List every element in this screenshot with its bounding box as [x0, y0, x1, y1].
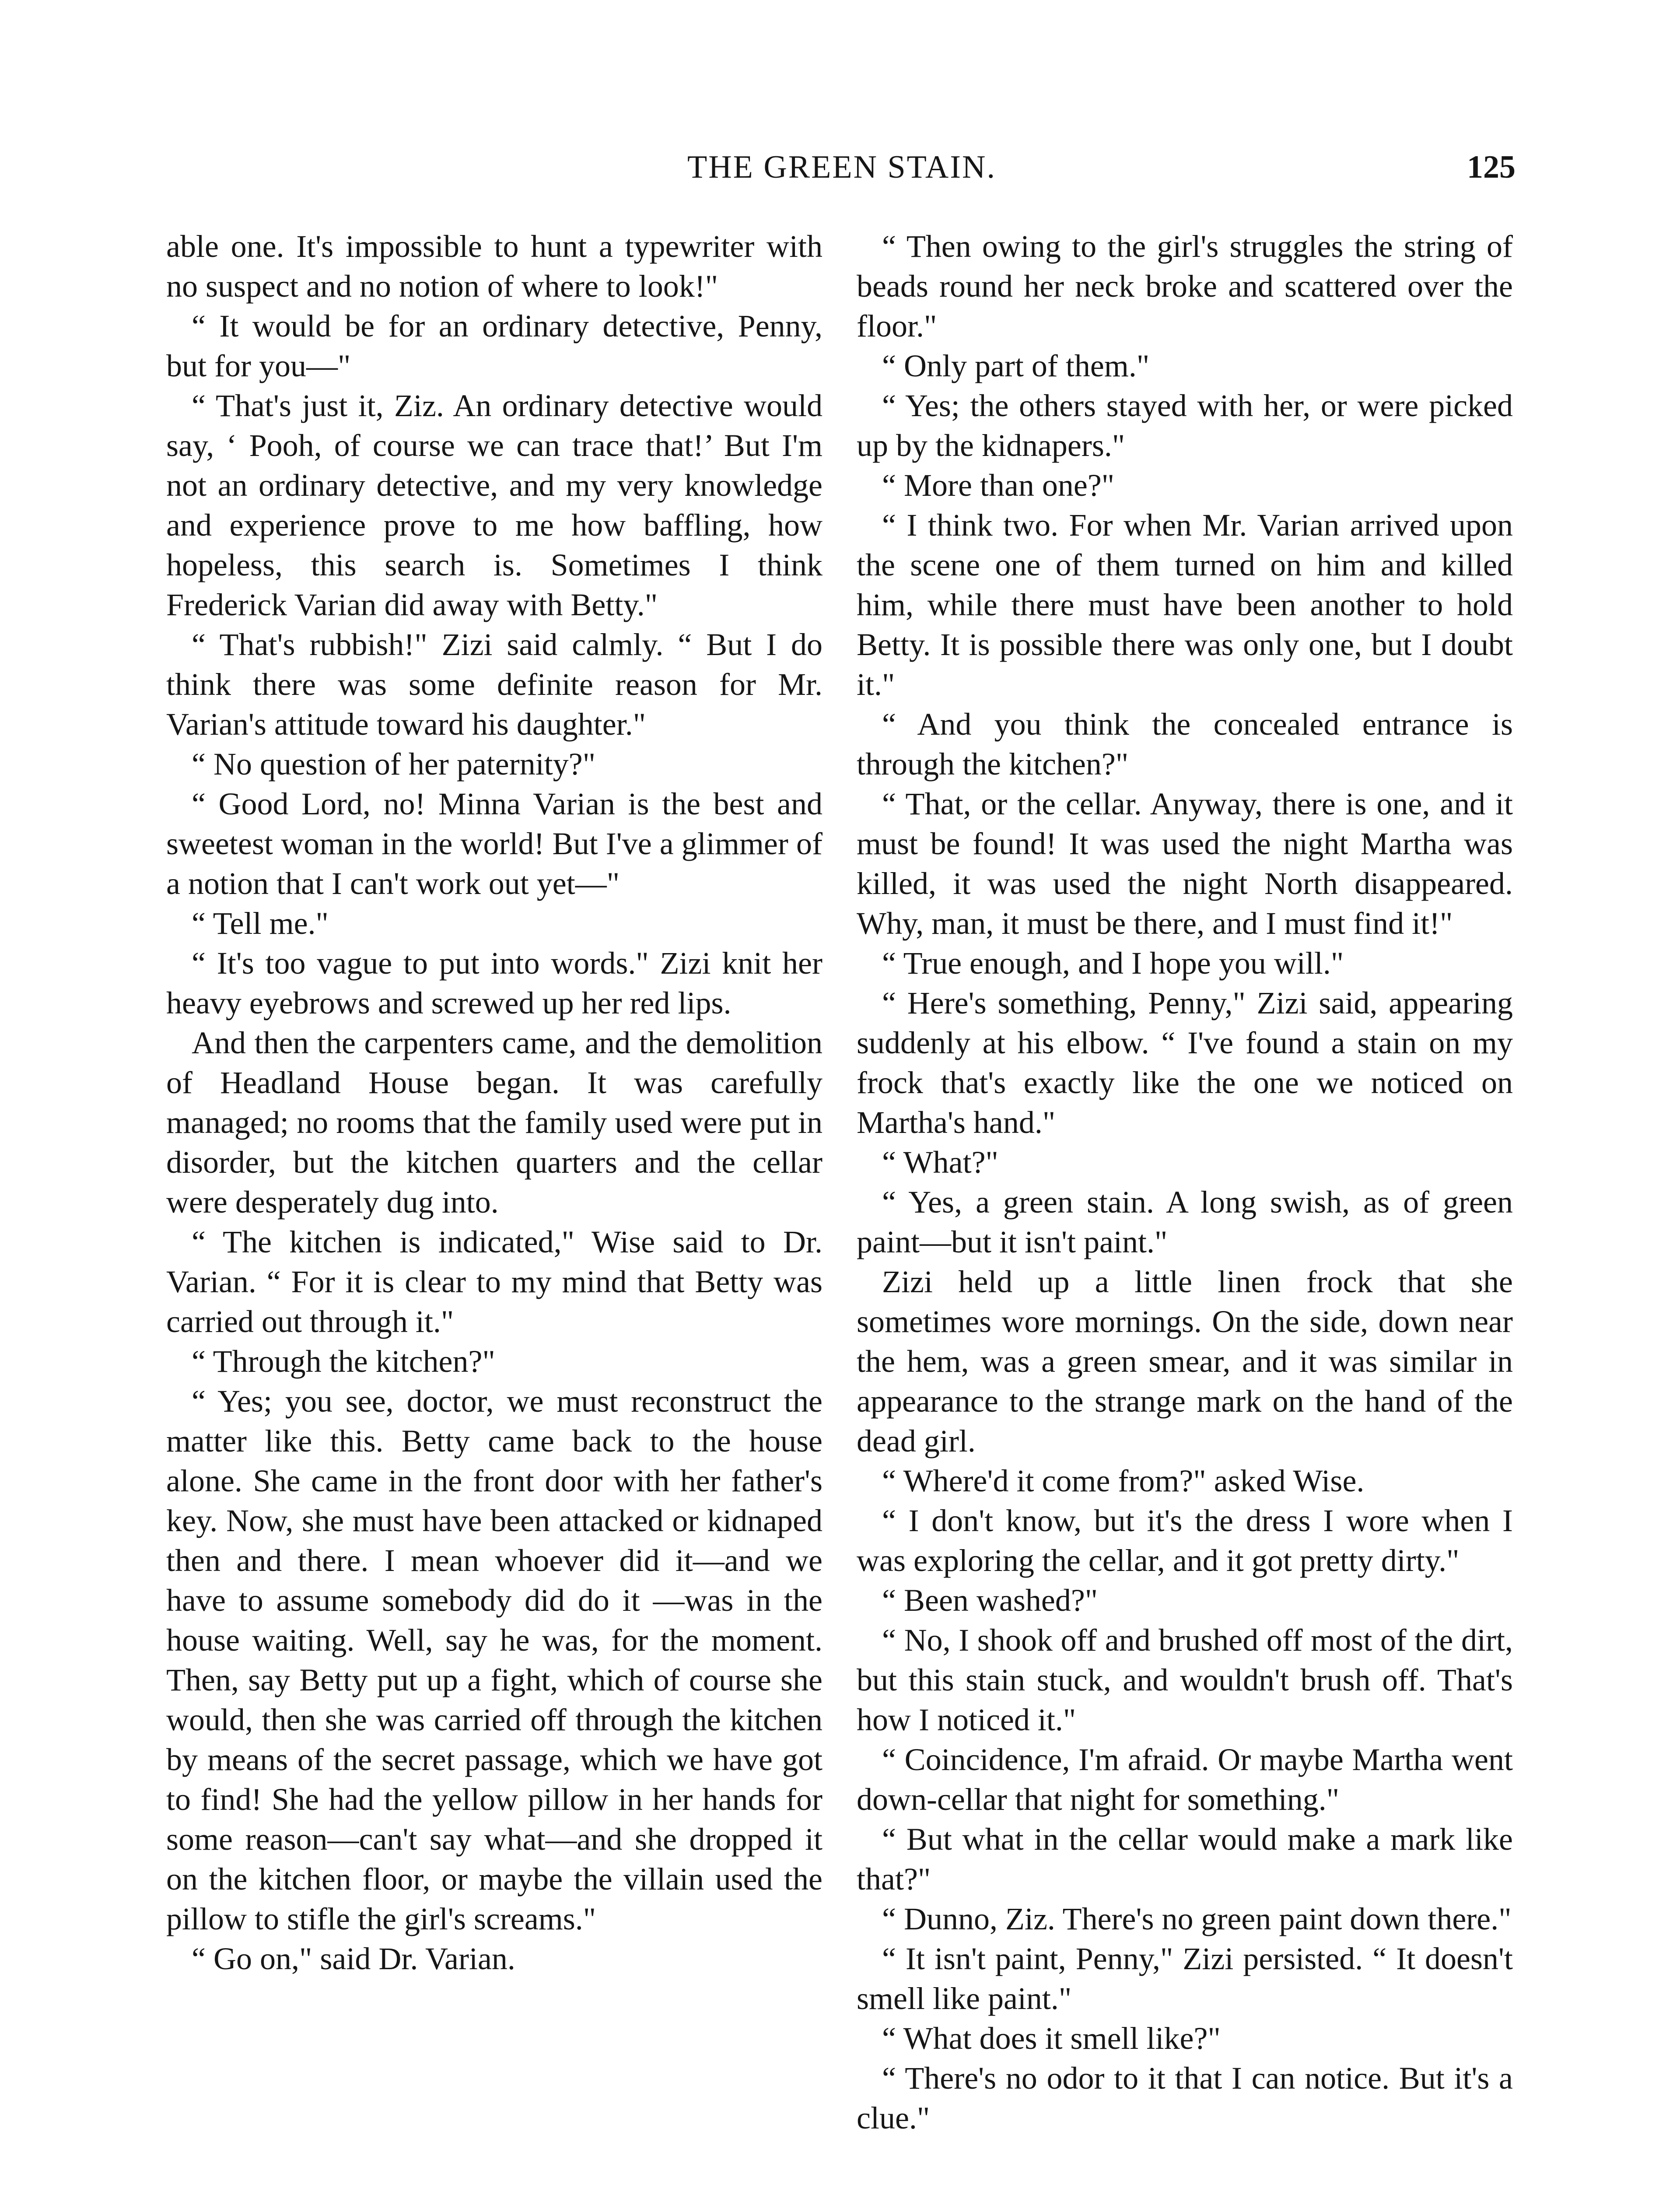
paragraph: Zizi held up a little linen frock that she sometimes wore mornings. On the side, down near the hem, was a green smear, and it was similar in appearance to the strange mark on the hand of the dead girl. — [857, 1264, 1513, 1459]
paragraph: “ The kitchen is indicated," Wise said to Dr. Varian. “ For it is clear to my mind that Betty was carried out through it." — [166, 1224, 822, 1339]
paragraph: “ Here's something, Penny," Zizi said, appearing suddenly at his elbow. “ I've found a stain on my frock that's exactly like the one we noticed on Martha's hand." — [857, 985, 1513, 1140]
paragraph: “ Yes, a green stain. A long swish, as of green paint—but it isn't paint." — [857, 1185, 1513, 1259]
paragraph: “ I think two. For when Mr. Varian arrived upon the scene one of them turned on him and killed him, while there must have been another to hold Betty. It is possible there was only one, but I doubt it." — [857, 508, 1513, 702]
paragraph: “ It's too vague to put into words." Zizi knit her heavy eyebrows and screwed up her red lips. — [166, 946, 822, 1020]
paragraph: “ What does it smell like?" — [882, 2021, 1221, 2056]
paragraph: “ That's rubbish!" Zizi said calmly. “ But I do think there was some definite reason for Mr. Varian's attitude toward his daughter." — [166, 627, 822, 742]
paragraph: “ Only part of them." — [882, 348, 1150, 383]
paragraph: “ More than one?" — [882, 468, 1115, 503]
paragraph: “ No question of her paternity?" — [192, 747, 596, 782]
paragraph: “ Through the kitchen?" — [192, 1344, 495, 1379]
paragraph: “ No, I shook off and brushed off most of the dirt, but this stain stuck, and wouldn't brush off. That's how I noticed it." — [857, 1623, 1513, 1737]
paragraph: able one. It's impossible to hunt a typewriter with no suspect and no notion of where to look!" — [166, 229, 822, 304]
paragraph: “ Dunno, Ziz. There's no green paint down there." — [882, 1901, 1512, 1936]
paragraph: “ What?" — [882, 1145, 998, 1180]
paragraph: “ Go on," said Dr. Varian. — [192, 1941, 515, 1976]
paragraph: “ That's just it, Ziz. An ordinary detective would say, ‘ Pooh, of course we can trace that!’ But I'm not an ordinary detective, and my very knowledge and experience prove to me how baffling, how hopeless, this search is. Sometimes I think Frederick Varian did away with Betty." — [166, 388, 822, 622]
paragraph: And then the carpenters came, and the demolition of Headland House began. It was carefully managed; no rooms that the family used were put in disorder, but the kitchen quarters and the cellar were desperately dug into. — [166, 1025, 822, 1220]
paragraph: “ Yes; the others stayed with her, or were picked up by the kidnapers." — [857, 388, 1513, 463]
left-column — [166, 227, 822, 2188]
page-number: 125 — [1467, 149, 1516, 185]
paragraph: “ And you think the concealed entrance is through the kitchen?" — [857, 707, 1513, 782]
paragraph: “ Coincidence, I'm afraid. Or maybe Martha went down-cellar that night for something." — [857, 1742, 1513, 1817]
paragraph: “ There's no odor to it that I can notice. But it's a clue." — [857, 2061, 1513, 2135]
right-column — [857, 227, 1513, 2188]
paragraph: “ That, or the cellar. Anyway, there is one, and it must be found! It was used the night Martha was killed, it was used the night North disappeared. Why, man, it must be there, and I must find it!" — [857, 786, 1513, 941]
paragraph: “ But what in the cellar would make a mark like that?" — [857, 1822, 1513, 1897]
paragraph: “ Been washed?" — [882, 1583, 1098, 1618]
paragraph: “ It would be for an ordinary detective, Penny, but for you—" — [166, 309, 822, 383]
paragraph: “ Tell me." — [192, 906, 329, 941]
running-title: THE GREEN STAIN. — [687, 149, 996, 185]
paragraph: “ Where'd it come from?" asked Wise. — [882, 1463, 1365, 1498]
paragraph: “ Yes; you see, doctor, we must reconstruct the matter like this. Betty came back to the house alone. She came in the front door with her father's key. Now, she must have been attacked or kidnaped then and there. I mean whoever did it—and we have to assume somebody did do it —was in the house waiting. Well, say he was, for the moment. Then, say Betty put up a fight, which of course she would, then she was carried off through the kitchen by means of the secret passage, which we have got to find! She had the yellow pillow in her hands for some reason—can't say what—and she dropped it on the kitchen floor, or maybe the villain used the pillow to stifle the girl's screams." — [166, 1384, 822, 1936]
paragraph: “ Good Lord, no! Minna Varian is the best and sweetest woman in the world! But I've a glimmer of a notion that I can't work out yet—" — [166, 786, 822, 901]
paragraph: “ True enough, and I hope you will." — [882, 946, 1344, 981]
paragraph: “ Then owing to the girl's struggles the string of beads round her neck broke and scattered over the floor." — [857, 229, 1513, 344]
running-head — [168, 151, 1516, 199]
paragraph: “ I don't know, but it's the dress I wore when I was exploring the cellar, and it got pretty dirty." — [857, 1503, 1513, 1578]
paragraph: “ It isn't paint, Penny," Zizi persisted. “ It doesn't smell like paint." — [857, 1941, 1513, 2016]
